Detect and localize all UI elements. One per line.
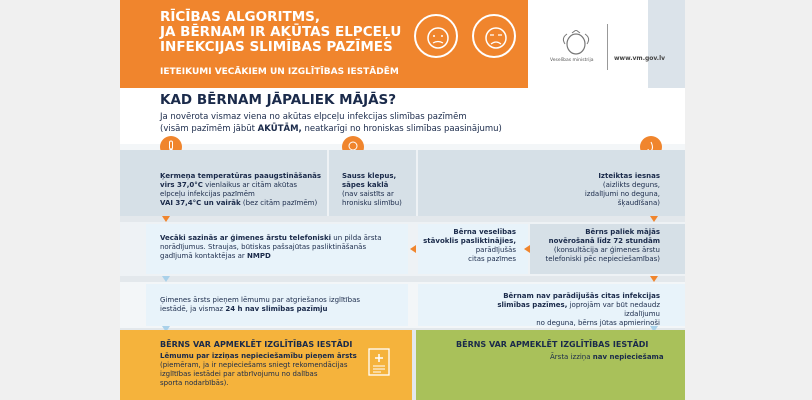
header-side-panel xyxy=(648,0,685,88)
result-left-text: Lēmumu par izziņas nepieciešamību pieņem ārsts (piemēram, ja ir nepieciešams sniegt rekomendācijas izglītības iestādei par atbrīvojumu no dalības sporta nodarbībās). xyxy=(160,352,357,387)
arrow-left-icon xyxy=(524,245,530,253)
stays-home-step: Bērns paliek mājās novērošanā līdz 72 stundām (konsultācija ar ģimenes ārstu telefoniski pēc nepieciešamības) xyxy=(545,228,660,263)
worsening-step: Bērna veselības stāvoklis pasliktinājies, parādījušās citas pazīmes xyxy=(423,228,516,263)
no-symptoms-step: Bērnam nav parādījušās citas infekcijas slimības pazīmes, joprojām var būt nedaudz izdalījumu no deguna, bērns jūtas apmierinoši xyxy=(497,292,660,327)
question-text: Ja novērota vismaz viena no akūtas elpceļu infekcijas slimības pazīmēm xyxy=(160,112,467,122)
ministry-name: Veselības ministrija xyxy=(550,58,594,63)
parents-call-step: Vecāki sazinās ar ģimenes ārstu telefoniski un pilda ārsta norādījumus. Straujas, būtiskas pašsajūtas pasliktināšanās gadījumā kontaktējas ar NMPD xyxy=(160,234,382,260)
page-subtitle: IETEIKUMI VECĀKIEM UN IZGLĪTĪBAS IESTĀDĒM xyxy=(160,67,399,77)
medical-certificate-icon xyxy=(368,348,390,376)
question-title: KAD BĒRNAM JĀPALIEK MĀJĀS? xyxy=(160,92,397,108)
cough-symptom: Sauss klepus, sāpes kaklā (nav saistīts ar hronisku slimību) xyxy=(342,172,402,207)
logo-divider xyxy=(607,24,608,70)
question-note: (visām pazīmēm jābūt AKŪTĀM, neatkarīgi no hroniskas slimības paasinājumu) xyxy=(160,124,502,134)
runny-nose-symptom: Izteiktas iesnas (aizlikts deguns, izdalījumi no deguna, šķaudīšana) xyxy=(584,172,660,207)
infographic xyxy=(120,0,685,400)
question-section xyxy=(120,88,685,144)
page-title: RĪCĪBAS ALGORITMS, JA BĒRNAM IR AKŪTAS ELPCEĻU INFEKCIJAS SLIMĪBAS PAZĪMES xyxy=(160,9,402,55)
ministry-url: www.vm.gov.lv xyxy=(614,55,666,62)
gp-decision-step: Ģimenes ārsts pieņem lēmumu par atgriešanos izglītības iestādē, ja vismaz 24 h nav slimības pazīmju xyxy=(160,296,361,313)
result-right-title: BĒRNS VAR APMEKLĒT IZGLĪTĪBAS IESTĀDI xyxy=(456,340,649,349)
fever-symptom: Ķermeņa temperatūras paaugstināšanās virs 37,0°C vienlaikus ar citām akūtas elpceļu infekcijas pazīmēm VAI 37,4°C un vairāk (bez citām pazīmēm) xyxy=(160,172,322,207)
arrow-left-icon xyxy=(410,245,416,253)
ministry-emblem-icon xyxy=(560,30,592,56)
coughing-child-icon xyxy=(414,14,458,58)
result-right-text: Ārsta izziņa nav nepieciešama xyxy=(550,353,664,361)
result-left-title: BĒRNS VAR APMEKLĒT IZGLĪTĪBAS IESTĀDI xyxy=(160,340,353,349)
sick-child-icon xyxy=(472,14,516,58)
